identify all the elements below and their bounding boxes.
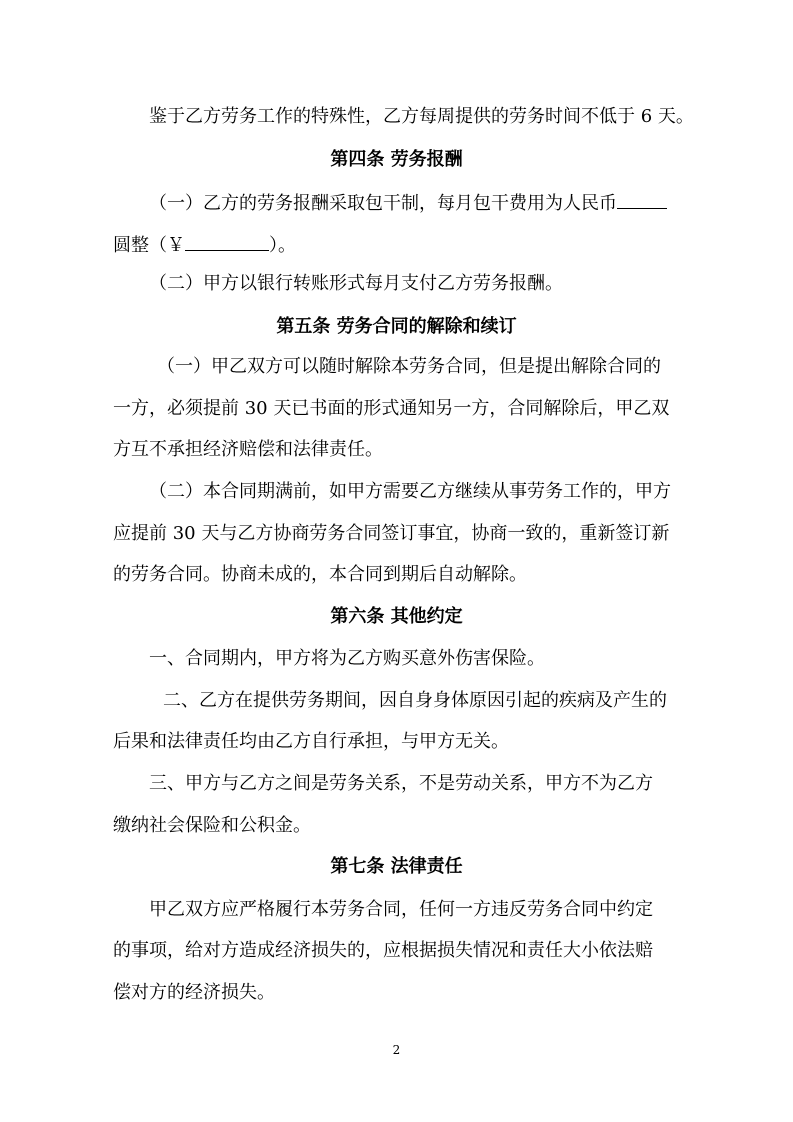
article-6-title: 第六条 其他约定 <box>330 606 463 627</box>
article-6-item-1: 一、合同期内，甲方将为乙方购买意外伤害保险。 <box>149 648 545 669</box>
amount-prefix: 圆整（￥ <box>113 235 185 256</box>
article-4-title: 第四条 劳务报酬 <box>330 149 463 170</box>
article-7-paragraph-line-2: 的事项，给对方造成经济损失的，应根据损失情况和责任大小依法赔 <box>113 940 653 961</box>
page-number: 2 <box>392 1043 401 1057</box>
article-5-item-2-line-1: （二）本合同期满前，如甲方需要乙方继续从事劳务工作的，甲方 <box>149 481 671 502</box>
article-4-item-1-text: （一）乙方的劳务报酬采取包干制，每月包干费用为人民币 <box>149 193 617 214</box>
amount-blank <box>617 192 667 209</box>
article-6-item-3-line-2: 缴纳社会保险和公积金。 <box>113 815 311 836</box>
article-5-item-1-line-3: 方互不承担经济赔偿和法律责任。 <box>113 439 383 460</box>
article-5-item-1-line-1: （一）甲乙双方可以随时解除本劳务合同，但是提出解除合同的 <box>157 356 661 377</box>
article-4-item-1-line-2 <box>113 234 683 257</box>
article-6-item-2-line-1: 二、乙方在提供劳务期间，因自身身体原因引起的疾病及产生的 <box>163 690 667 711</box>
article-4-item-2: （二）甲方以银行转账形式每月支付乙方劳务报酬。 <box>149 273 563 294</box>
article-5-item-2-line-2: 应提前 30 天与乙方协商劳务合同签订事宜，协商一致的，重新签订新 <box>113 523 670 544</box>
article-6-item-3-line-1: 三、甲方与乙方之间是劳务关系，不是劳动关系，甲方不为乙方 <box>149 773 653 794</box>
article-7-title: 第七条 法律责任 <box>330 856 463 877</box>
article-5-item-2-line-3: 的劳务合同。协商未成的，本合同到期后自动解除。 <box>113 564 527 585</box>
article-6-item-2-line-2: 后果和法律责任均由乙方自行承担，与甲方无关。 <box>113 731 509 752</box>
article-5-title: 第五条 劳务合同的解除和续订 <box>276 316 517 337</box>
amount-suffix: ）。 <box>269 235 296 256</box>
amount-figure-blank <box>185 234 269 251</box>
intro-paragraph: 鉴于乙方劳务工作的特殊性，乙方每周提供的劳务时间不低于 6 天。 <box>149 106 694 127</box>
article-5-item-1-line-2: 一方，必须提前 30 天已书面的形式通知另一方，合同解除后，甲乙双 <box>113 398 670 419</box>
article-7-paragraph-line-3: 偿对方的经济损失。 <box>113 982 275 1003</box>
article-7-paragraph-line-1: 甲乙双方应严格履行本劳务合同，任何一方违反劳务合同中约定 <box>149 899 653 920</box>
article-4-item-1-line-1 <box>149 192 719 215</box>
